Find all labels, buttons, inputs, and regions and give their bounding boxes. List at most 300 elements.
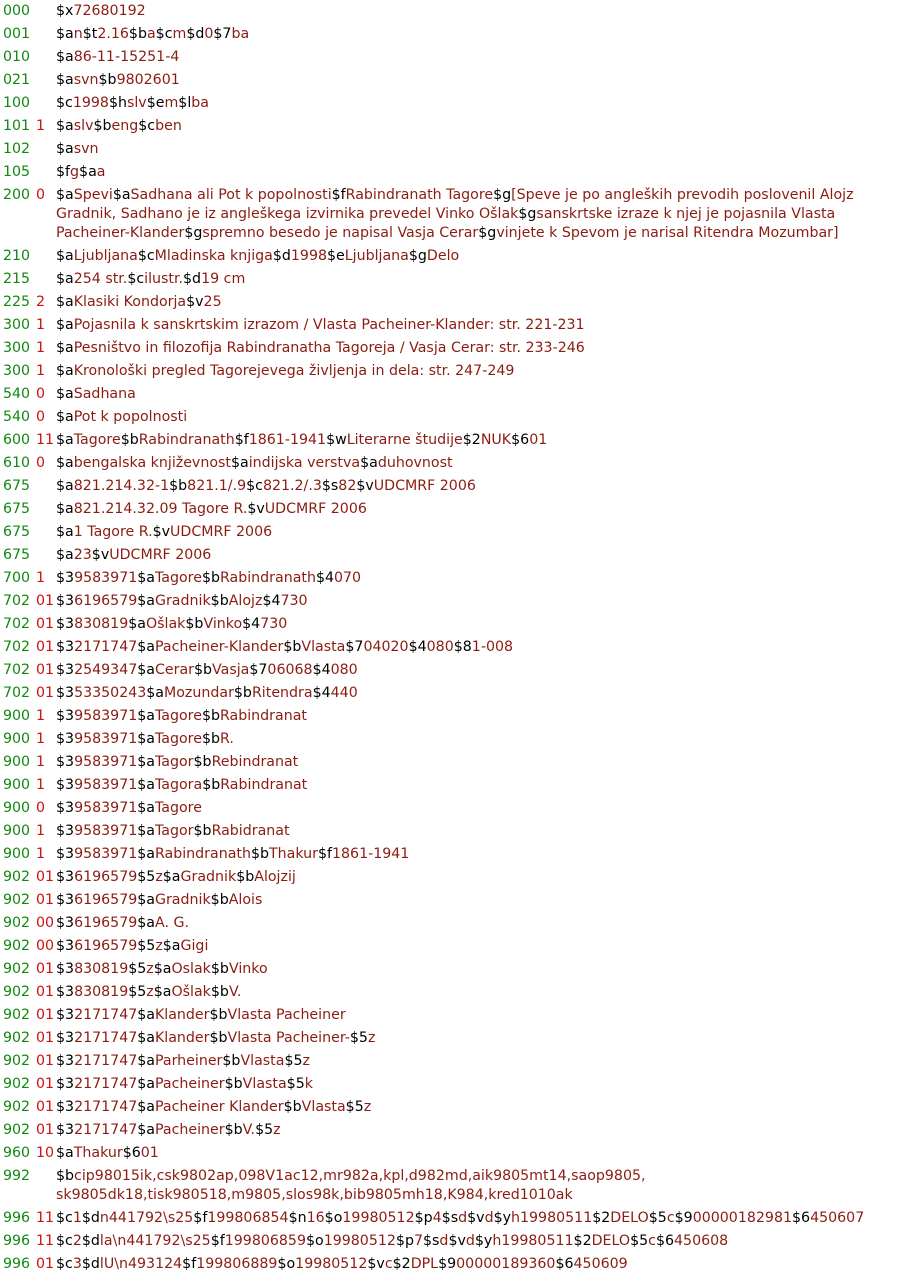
subfield-value: d xyxy=(465,1233,475,1249)
subfield-code: $3 xyxy=(56,961,75,977)
subfield-code: $a xyxy=(56,26,74,42)
subfield-value: c xyxy=(384,1256,393,1272)
subfield-value: Vinko xyxy=(228,961,268,977)
subfield-code: $w xyxy=(326,432,347,448)
subfield-code: $a xyxy=(153,984,172,1000)
subfield-code: $3 xyxy=(56,1076,75,1092)
subfield-value: [Speve je po angleških prevodih poslovenil Alojz Gradnik, Sadhano je iz angleškega izvirnika prevedel Vinko Ošlak xyxy=(56,187,854,222)
subfield-value: 199806854 xyxy=(207,1210,289,1226)
subfield-value: 6196579 xyxy=(74,593,138,609)
subfield-code: $3 xyxy=(56,639,75,655)
subfield-code: $a xyxy=(56,1145,74,1161)
subfield-value: Alojzij xyxy=(254,869,296,885)
field-indicator: 2 xyxy=(36,294,46,310)
subfield-value: spremno besedo je napisal Vasja Cerar xyxy=(202,225,479,241)
field-row xyxy=(0,1121,900,1140)
subfield-code: $b xyxy=(201,570,220,586)
subfield-value: Tagore xyxy=(154,570,202,586)
subfield-code: $n xyxy=(288,1210,307,1226)
field-row xyxy=(0,1075,900,1094)
field-content xyxy=(56,983,900,1002)
subfield-value: 1-008 xyxy=(471,639,514,655)
subfield-value: d xyxy=(484,1210,494,1226)
subfield-code: $b xyxy=(56,1168,75,1184)
subfield-code: $c xyxy=(246,478,263,494)
subfield-code: $a xyxy=(56,317,74,333)
field-tag: 300 xyxy=(3,340,31,356)
subfield-value: 1861-1941 xyxy=(331,846,410,862)
subfield-value: 1998 xyxy=(290,248,327,264)
field-content xyxy=(56,822,900,841)
subfield-value: 254 str. xyxy=(73,271,128,287)
subfield-value: z xyxy=(363,1099,372,1115)
subfield-code: $a xyxy=(56,409,74,425)
field-indicator: 01 xyxy=(36,1122,55,1138)
subfield-code: $3 xyxy=(56,823,75,839)
subfield-code: $b xyxy=(185,616,204,632)
subfield-code: $a xyxy=(137,593,155,609)
subfield-value: Vlasta xyxy=(242,1076,287,1092)
subfield-code: $a xyxy=(137,754,155,770)
subfield-code: $3 xyxy=(56,1030,75,1046)
subfield-value: 9583971 xyxy=(74,846,138,862)
subfield-code: $5 xyxy=(128,961,147,977)
subfield-code: $c xyxy=(56,1256,73,1272)
field-indicator: 1 xyxy=(36,708,46,724)
field-row xyxy=(0,799,900,818)
subfield-code: $a xyxy=(56,49,74,65)
subfield-code: $c xyxy=(56,95,73,111)
field-row xyxy=(0,845,900,864)
subfield-value: Tagore xyxy=(154,708,202,724)
subfield-code: $f xyxy=(210,1233,225,1249)
field-tag: 900 xyxy=(3,823,31,839)
subfield-value: 23 xyxy=(73,547,92,563)
subfield-value: 06068 xyxy=(267,662,313,678)
subfield-code: $a xyxy=(56,271,74,287)
field-tag: 996 xyxy=(3,1233,31,1249)
field-row xyxy=(0,1098,900,1117)
field-indicator: 1 xyxy=(36,317,46,333)
subfield-value: Ljubljana xyxy=(344,248,409,264)
subfield-code: $a xyxy=(137,892,155,908)
subfield-code: $3 xyxy=(56,662,75,678)
field-tag: 675 xyxy=(3,501,31,517)
subfield-value: UDCMRF 2006 xyxy=(264,501,367,517)
subfield-code: $f xyxy=(193,1210,208,1226)
subfield-value: DELO xyxy=(591,1233,631,1249)
subfield-value: 2171747 xyxy=(74,1099,138,1115)
subfield-value: 01 xyxy=(140,1145,159,1161)
subfield-value: eng xyxy=(111,118,139,134)
field-tag: 902 xyxy=(3,1030,31,1046)
field-content xyxy=(56,615,900,634)
field-content xyxy=(56,431,900,450)
subfield-value: sanskrtske izraze k njej je pojasnila Vlasta Pacheiner-Klander xyxy=(56,206,836,241)
field-indicator: 01 xyxy=(36,1256,55,1272)
field-content xyxy=(56,316,900,335)
subfield-code: $c xyxy=(137,248,155,264)
field-tag: 900 xyxy=(3,777,31,793)
field-indicator: 0 xyxy=(36,386,46,402)
field-content xyxy=(56,408,900,427)
field-tag: 675 xyxy=(3,478,31,494)
field-row xyxy=(0,937,900,956)
field-row xyxy=(0,661,900,680)
subfield-value: Vlasta xyxy=(301,639,346,655)
subfield-value: 00000189360 xyxy=(456,1256,556,1272)
subfield-value: 25 xyxy=(203,294,222,310)
subfield-code: $b xyxy=(283,639,302,655)
subfield-code: $a xyxy=(56,118,74,134)
subfield-code: $o xyxy=(324,1210,343,1226)
field-indicator: 0 xyxy=(36,455,46,471)
field-tag: 702 xyxy=(3,616,31,632)
subfield-code: $a xyxy=(137,731,155,747)
subfield-code: $a xyxy=(162,938,181,954)
subfield-code: $v xyxy=(186,294,204,310)
subfield-value: Sadhana ali Pot k popolnosti xyxy=(130,187,332,203)
field-tag: 610 xyxy=(3,455,31,471)
field-tag: 100 xyxy=(3,95,31,111)
subfield-value: DELO xyxy=(610,1210,649,1226)
subfield-code: $a xyxy=(137,800,155,816)
subfield-code: $a xyxy=(137,846,155,862)
subfield-code: $a xyxy=(146,685,165,701)
field-row xyxy=(0,891,900,910)
subfield-value: 830819 xyxy=(74,961,129,977)
field-row xyxy=(0,117,900,136)
subfield-value: DPL xyxy=(410,1256,439,1272)
field-row xyxy=(0,1167,900,1205)
field-content xyxy=(56,339,900,358)
field-tag: 902 xyxy=(3,869,31,885)
subfield-code: $9 xyxy=(438,1256,457,1272)
subfield-code: $a xyxy=(153,961,172,977)
field-tag: 215 xyxy=(3,271,31,287)
field-content xyxy=(56,1167,900,1205)
subfield-code: $3 xyxy=(56,938,75,954)
field-row xyxy=(0,293,900,312)
subfield-value: Klander xyxy=(154,1007,210,1023)
field-tag: 900 xyxy=(3,800,31,816)
subfield-code: $s xyxy=(321,478,339,494)
field-content xyxy=(56,25,900,44)
subfield-value: m xyxy=(172,26,187,42)
field-content xyxy=(56,569,900,588)
field-row xyxy=(0,868,900,887)
subfield-code: $b xyxy=(210,892,229,908)
field-content xyxy=(56,454,900,473)
subfield-code: $o xyxy=(305,1233,324,1249)
subfield-code: $f xyxy=(234,432,249,448)
field-indicator: 01 xyxy=(36,685,55,701)
subfield-code: $d xyxy=(81,1233,100,1249)
subfield-value: z xyxy=(302,1053,310,1069)
subfield-code: $3 xyxy=(56,1053,75,1069)
subfield-value: Tagore xyxy=(73,432,121,448)
field-tag: 702 xyxy=(3,662,31,678)
subfield-code: $a xyxy=(137,1053,155,1069)
subfield-code: $a xyxy=(137,1076,155,1092)
subfield-value: slv xyxy=(73,118,94,134)
field-content xyxy=(56,1052,900,1071)
subfield-code: $a xyxy=(56,478,74,494)
field-row xyxy=(0,431,900,450)
subfield-code: $5 xyxy=(128,984,147,1000)
subfield-value: 080 xyxy=(426,639,454,655)
subfield-code: $3 xyxy=(56,1122,75,1138)
field-content xyxy=(56,362,900,381)
field-row xyxy=(0,339,900,358)
field-content xyxy=(56,71,900,90)
subfield-value: 04020 xyxy=(363,639,409,655)
subfield-value: 2.16 xyxy=(97,26,129,42)
subfield-value: 450608 xyxy=(674,1233,729,1249)
subfield-value: 830819 xyxy=(74,984,129,1000)
field-content xyxy=(56,1098,900,1117)
field-row xyxy=(0,25,900,44)
subfield-code: $a xyxy=(112,187,131,203)
subfield-value: a xyxy=(146,26,156,42)
subfield-value: z xyxy=(155,938,163,954)
field-indicator: 01 xyxy=(36,1007,55,1023)
field-row xyxy=(0,94,900,113)
field-row xyxy=(0,753,900,772)
subfield-value: Gigi xyxy=(180,938,209,954)
subfield-code: $5 xyxy=(137,869,156,885)
field-indicator: 01 xyxy=(36,1053,55,1069)
subfield-code: $3 xyxy=(56,915,75,931)
subfield-code: $g xyxy=(518,206,537,222)
field-content xyxy=(56,293,900,312)
field-indicator: 1 xyxy=(36,777,46,793)
field-tag: 960 xyxy=(3,1145,31,1161)
subfield-code: $a xyxy=(230,455,249,471)
subfield-value: Ljubljana xyxy=(73,248,138,264)
field-indicator: 01 xyxy=(36,984,55,1000)
field-row xyxy=(0,316,900,335)
field-tag: 101 xyxy=(3,118,31,134)
field-row xyxy=(0,1209,900,1228)
field-content xyxy=(56,776,900,795)
field-tag: 900 xyxy=(3,708,31,724)
subfield-value: 9583971 xyxy=(74,731,138,747)
subfield-code: $a xyxy=(137,777,155,793)
subfield-code: $b xyxy=(98,72,117,88)
subfield-value: 1861-1941 xyxy=(248,432,327,448)
subfield-value: Klander xyxy=(154,1030,210,1046)
field-row xyxy=(0,914,900,933)
subfield-code: $3 xyxy=(56,869,75,885)
field-tag: 001 xyxy=(3,26,31,42)
field-content xyxy=(56,48,900,67)
subfield-value: d xyxy=(458,1210,468,1226)
subfield-code: $a xyxy=(56,248,74,264)
field-row xyxy=(0,500,900,519)
subfield-value: ba xyxy=(191,95,209,111)
field-tag: 300 xyxy=(3,317,31,333)
subfield-code: $8 xyxy=(453,639,472,655)
subfield-value: n441792\s25 xyxy=(99,1210,194,1226)
subfield-value: 440 xyxy=(330,685,358,701)
subfield-value: Rabindranath xyxy=(154,846,251,862)
field-tag: 225 xyxy=(3,294,31,310)
subfield-value: Tagore xyxy=(154,800,202,816)
subfield-value: 72680192 xyxy=(73,3,146,19)
field-indicator: 0 xyxy=(36,187,46,203)
subfield-code: $9 xyxy=(674,1210,693,1226)
subfield-code: $b xyxy=(93,118,112,134)
field-row xyxy=(0,615,900,634)
subfield-code: $a xyxy=(56,187,74,203)
subfield-value: Spevi xyxy=(73,187,113,203)
subfield-code: $b xyxy=(169,478,188,494)
field-row xyxy=(0,1255,900,1274)
subfield-value: 53350243 xyxy=(74,685,147,701)
field-content xyxy=(56,1075,900,1094)
subfield-code: $5 xyxy=(286,1076,305,1092)
field-content xyxy=(56,163,900,182)
subfield-code: $b xyxy=(209,1007,228,1023)
subfield-code: $4 xyxy=(408,639,427,655)
field-tag: 700 xyxy=(3,570,31,586)
field-tag: 902 xyxy=(3,938,31,954)
subfield-value: vinjete k Spevom je narisal Ritendra Mozumbar] xyxy=(496,225,839,241)
field-indicator: 01 xyxy=(36,1030,55,1046)
subfield-value: 2171747 xyxy=(74,1030,138,1046)
field-row xyxy=(0,822,900,841)
subfield-code: $a xyxy=(162,869,181,885)
subfield-value: 9583971 xyxy=(74,754,138,770)
subfield-code: $5 xyxy=(345,1099,364,1115)
subfield-value: Pacheiner Klander xyxy=(154,1099,284,1115)
subfield-value: 7 xyxy=(413,1233,423,1249)
field-tag: 540 xyxy=(3,386,31,402)
field-indicator: 1 xyxy=(36,118,46,134)
subfield-value: Rabindranath xyxy=(138,432,235,448)
subfield-value: 19 cm xyxy=(201,271,246,287)
subfield-value: 1998 xyxy=(72,95,109,111)
subfield-value: 450607 xyxy=(810,1210,865,1226)
subfield-code: $v xyxy=(247,501,265,517)
subfield-code: $3 xyxy=(56,570,75,586)
subfield-value: z xyxy=(146,984,154,1000)
field-tag: 105 xyxy=(3,164,31,180)
subfield-code: $g xyxy=(408,248,427,264)
field-tag: 702 xyxy=(3,593,31,609)
subfield-value: 199806859 xyxy=(224,1233,306,1249)
subfield-value: UDCMRF 2006 xyxy=(109,547,212,563)
subfield-value: Kronološki pregled Tagorejevega življenja in dela: str. 247-249 xyxy=(73,363,515,379)
subfield-code: $b xyxy=(224,1076,243,1092)
subfield-value: Mozundar xyxy=(164,685,234,701)
subfield-value: Gradnik xyxy=(180,869,237,885)
subfield-value: Tagore xyxy=(154,731,202,747)
subfield-code: $a xyxy=(137,1030,155,1046)
subfield-value: 82 xyxy=(338,478,357,494)
subfield-value: 450609 xyxy=(573,1256,628,1272)
subfield-value: Vasja xyxy=(212,662,250,678)
field-indicator: 11 xyxy=(36,1210,55,1226)
field-content xyxy=(56,385,900,404)
field-content xyxy=(56,1232,900,1251)
subfield-code: $a xyxy=(128,616,146,632)
subfield-value: Vlasta Pacheiner xyxy=(227,1007,346,1023)
field-content xyxy=(56,1209,900,1228)
subfield-value: svn xyxy=(73,141,99,157)
field-content xyxy=(56,117,900,136)
subfield-code: $3 xyxy=(56,1007,75,1023)
field-indicator: 1 xyxy=(36,340,46,356)
subfield-code: $b xyxy=(209,1030,228,1046)
subfield-code: $a xyxy=(360,455,378,471)
subfield-value: h19980511 xyxy=(492,1233,574,1249)
subfield-code: $p xyxy=(395,1233,414,1249)
field-indicator: 01 xyxy=(36,662,55,678)
field-tag: 702 xyxy=(3,639,31,655)
subfield-code: $v xyxy=(467,1210,485,1226)
subfield-value: la\n441792\s25 xyxy=(99,1233,211,1249)
field-row xyxy=(0,1006,900,1025)
subfield-code: $b xyxy=(222,1053,241,1069)
subfield-code: $g xyxy=(478,225,497,241)
subfield-code: $4 xyxy=(242,616,261,632)
subfield-code: $3 xyxy=(56,685,75,701)
subfield-code: $b xyxy=(201,708,220,724)
subfield-code: $4 xyxy=(312,662,331,678)
subfield-code: $3 xyxy=(56,754,75,770)
subfield-value: Vlasta xyxy=(240,1053,285,1069)
subfield-code: $f xyxy=(317,846,332,862)
field-content xyxy=(56,1029,900,1048)
subfield-code: $4 xyxy=(312,685,331,701)
field-tag: 996 xyxy=(3,1256,31,1272)
subfield-code: $s xyxy=(441,1210,459,1226)
subfield-value: Vlasta Pacheiner- xyxy=(227,1030,350,1046)
subfield-code: $g xyxy=(493,187,512,203)
subfield-code: $b xyxy=(210,984,229,1000)
subfield-code: $a xyxy=(56,386,74,402)
subfield-value: Klasiki Kondorja xyxy=(73,294,187,310)
field-row xyxy=(0,477,900,496)
subfield-code: $3 xyxy=(56,1099,75,1115)
subfield-value: UDCMRF 2006 xyxy=(170,524,273,540)
subfield-value: 2171747 xyxy=(74,1007,138,1023)
subfield-value: R. xyxy=(219,731,234,747)
subfield-code: $5 xyxy=(137,938,156,954)
field-row xyxy=(0,71,900,90)
subfield-code: $b xyxy=(224,1122,243,1138)
field-row xyxy=(0,247,900,266)
subfield-code: $2 xyxy=(573,1233,592,1249)
subfield-value: NUK xyxy=(480,432,512,448)
subfield-value: d xyxy=(439,1233,449,1249)
field-indicator: 1 xyxy=(36,823,46,839)
subfield-code: $3 xyxy=(56,777,75,793)
field-tag: 902 xyxy=(3,915,31,931)
field-indicator: 1 xyxy=(36,570,46,586)
field-indicator: 11 xyxy=(36,432,55,448)
field-content xyxy=(56,1144,900,1163)
field-tag: 902 xyxy=(3,1053,31,1069)
field-row xyxy=(0,270,900,289)
subfield-code: $a xyxy=(56,294,74,310)
field-indicator: 01 xyxy=(36,892,55,908)
subfield-value: 00000182981 xyxy=(692,1210,792,1226)
subfield-code: $b xyxy=(233,685,252,701)
subfield-code: $a xyxy=(137,1122,155,1138)
